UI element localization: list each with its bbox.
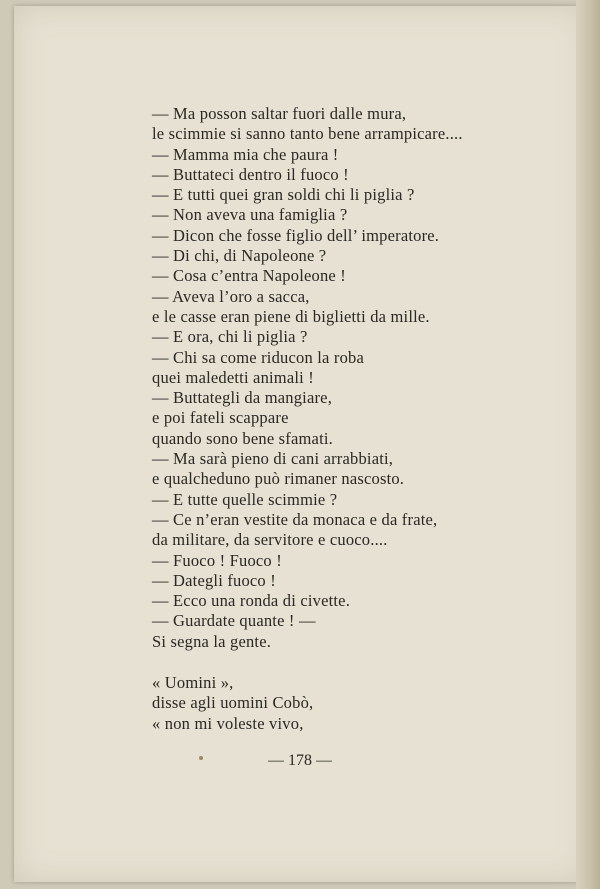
poem-line: — Ma sarà pieno di cani arrabbiati,	[152, 449, 394, 469]
poem-text	[152, 104, 572, 734]
stanza-2	[152, 673, 572, 734]
poem-line: — Dicon che fosse figlio dell’ imperatore.	[152, 225, 440, 245]
poem-line: — Dategli fuoco !	[152, 570, 276, 590]
poem-line: — Buttategli da mangiare,	[152, 388, 333, 408]
poem-line: « Uomini »,	[152, 673, 234, 693]
poem-line: — E tutti quei gran soldi chi li piglia ?	[152, 185, 415, 205]
poem-line: — Di chi, di Napoleone ?	[152, 246, 327, 266]
poem-line: e poi fateli scappare	[152, 408, 289, 428]
poem-line: — Guardate quante ! —	[152, 611, 316, 631]
poem-line: — E ora, chi li piglia ?	[152, 327, 308, 347]
poem-line: quei maledetti animali !	[152, 367, 314, 387]
poem-line: e qualcheduno può rimaner nascosto.	[152, 469, 405, 489]
poem-line: — Fuoco ! Fuoco !	[152, 550, 282, 570]
poem-line: disse agli uomini Cobò,	[152, 693, 314, 713]
poem-line: — E tutte quelle scimmie ?	[152, 489, 338, 509]
poem-line: e le casse eran piene di biglietti da mille.	[152, 306, 430, 326]
stanza-gap	[152, 652, 572, 673]
poem-line: — Mamma mia che paura !	[152, 144, 339, 164]
poem-line: « non mi voleste vivo,	[152, 713, 304, 733]
poem-line: — Aveva l’oro a sacca,	[152, 286, 310, 306]
poem-line: da militare, da servitore e cuoco....	[152, 530, 388, 550]
page-number: — 178 —	[268, 752, 332, 769]
poem-line: — Ce n’eran vestite da monaca e da frate,	[152, 509, 438, 529]
poem-line: le scimmie si sanno tanto bene arrampicare....	[152, 124, 463, 144]
poem-line: quando sono bene sfamati.	[152, 428, 333, 448]
poem-line: Si segna la gente.	[152, 631, 272, 651]
poem-line: — Cosa c’entra Napoleone !	[152, 266, 346, 286]
poem-line: — Chi sa come riducon la roba	[152, 347, 364, 367]
stanza-1	[152, 104, 572, 652]
poem-line: — Ecco una ronda di civette.	[152, 591, 351, 611]
poem-line: — Ma posson saltar fuori dalle mura,	[152, 104, 407, 123]
poem-line: — Buttateci dentro il fuoco !	[152, 164, 349, 184]
poem-line: — Non aveva una famiglia ?	[152, 205, 348, 225]
